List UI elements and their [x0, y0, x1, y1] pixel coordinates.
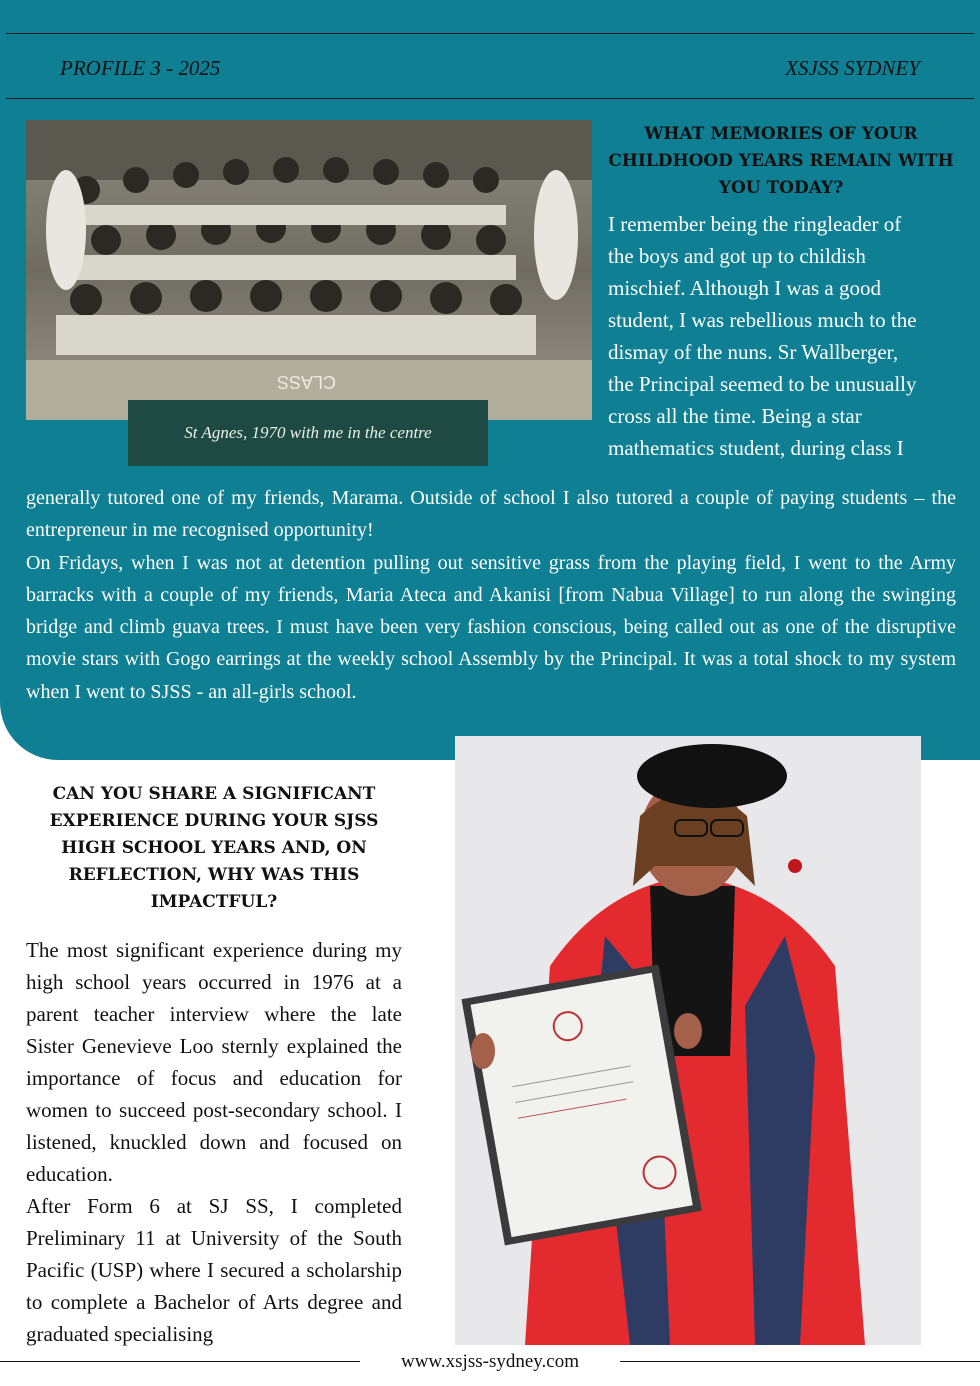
childhood-column-text — [608, 208, 955, 464]
class-photo-1970 — [26, 120, 592, 420]
header-bottom-rule — [6, 98, 974, 99]
paragraph: On Fridays, when I was not at detention pulling out sensitive grass from the playing field, I went to the Army barracks with a couple of my friends, Maria Ateca and Akanisi [from Nabua Village] to run along the swinging bridge and climb guava trees. I must have been very fashion conscious, being called out as one of the disruptive movie stars with Gogo earrings at the weekly school Assembly by the Principal. It was a total shock to my system when I went to SJSS - an all-girls school. — [26, 551, 956, 703]
graduation-photo — [455, 736, 921, 1345]
site-label: XSJSS SYDNEY — [785, 56, 920, 80]
column-line: mathematics student, during class I — [608, 436, 904, 460]
profile-label: PROFILE 3 - 2025 — [60, 56, 221, 80]
column-line: I remember being the ringleader of — [608, 212, 902, 236]
footer-rule-right — [620, 1361, 980, 1362]
paragraph: After Form 6 at SJ SS, I completed Preliminary 11 at University of the South Pacific (USP) where I secured a scholarship to complete a Bachelor of Arts degree and graduated specialising — [26, 1194, 402, 1346]
question-significant-experience: CAN YOU SHARE A SIGNIFICANT EXPERIENCE DURING YOUR SJSS HIGH SCHOOL YEARS AND, ON REFLECTION, WHY WAS THIS IMPACTFUL? — [49, 784, 379, 912]
column-line: cross all the time. Being a star — [608, 404, 862, 428]
question-childhood-memories: WHAT MEMORIES OF YOUR CHILDHOOD YEARS REMAIN WITH YOU TODAY? — [608, 124, 954, 198]
column-line: dismay of the nuns. Sr Wallberger, — [608, 340, 899, 364]
column-line: student, I was rebellious much to the — [608, 308, 917, 332]
footer-rule-left — [0, 1361, 360, 1362]
column-line: mischief. Although I was a good — [608, 276, 881, 300]
class-sign: CLASS — [276, 372, 336, 392]
childhood-full-text — [26, 482, 956, 708]
column-line: the boys and got up to childish — [608, 244, 866, 268]
photo-caption: St Agnes, 1970 with me in the centre — [128, 400, 488, 466]
column-line: the Principal seemed to be unusually — [608, 372, 917, 396]
experience-text — [26, 934, 402, 1350]
footer-website-link[interactable]: www.xsjss-sydney.com — [400, 1351, 580, 1372]
paragraph: The most significant experience during my high school years occurred in 1976 at a parent teacher interview where the late Sister Genevieve Loo sternly explained the importance of focus and education for women to succeed post-secondary school. I listened, knuckled down and focused on education. — [26, 938, 402, 1186]
paragraph: generally tutored one of my friends, Marama. Outside of school I also tutored a couple of paying students – the entrepreneur in me recognised opportunity! — [26, 487, 956, 542]
header-top-rule — [6, 33, 974, 34]
